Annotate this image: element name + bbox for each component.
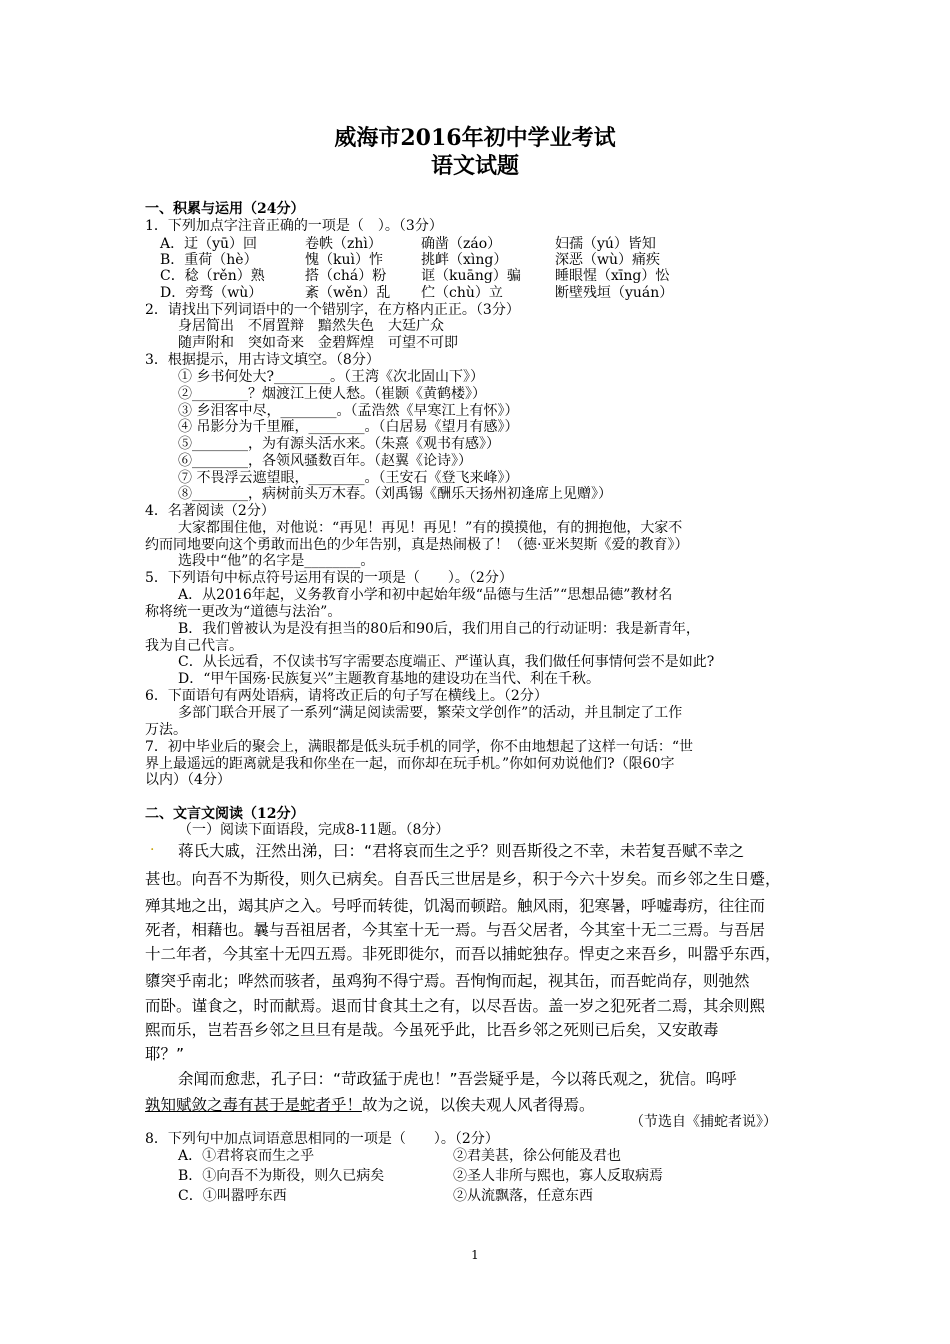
passage-line	[145, 1095, 595, 1115]
option-cell: 诓（kuāng）骗	[421, 268, 521, 284]
option-cell: A．迂（yū）回	[160, 236, 258, 252]
option-cell: 搭（chá）粉	[305, 268, 387, 284]
option-cell: 紊（wěn）乱	[305, 285, 391, 301]
fill-blank-item: ④ 吊影分为千里雁，________。（白居易《望月有感》）	[178, 419, 519, 435]
passage-line: 大家都围住他，对他说：“再见！再见！再见！”有的摸摸他，有的拥抱他，大家不	[178, 520, 683, 536]
option-cell: 妇孺（yú）皆知	[555, 236, 656, 252]
passage-line: 万法。	[145, 722, 187, 738]
source-note: （节选自《捕蛇者说》）	[630, 1114, 777, 1130]
option-cell: A．①君将哀而生之乎	[178, 1148, 315, 1164]
passage-line: 余闻而愈悲，孔子曰：“苛政猛于虎也！”吾尝疑乎是，今以蒋氏观之，犹信。呜呼	[178, 1070, 737, 1088]
question-stem: 4．名著阅读（2分）	[145, 503, 275, 519]
question-stem: 8．下列句中加点词语意思相同的一项是（ ）。（2分）	[145, 1131, 499, 1147]
passage-line: 甚也。向吾不为斯役，则久已病矣。自吾氏三世居是乡，积于今六十岁矣。而乡邻之生日蹙，	[145, 870, 781, 888]
question-stem: 3．根据提示，用古诗文填空。（8分）	[145, 352, 380, 368]
option-cell: 确凿（záo）	[421, 236, 502, 252]
passage-line: 蒋氏大戚，汪然出涕，曰：“君将哀而生之乎？则吾斯役之不幸，未若复吾赋不幸之	[178, 842, 745, 860]
option-line: B．我们曾被认为是没有担当的80后和90后，我们用自己的行动证明：我是新青年，	[178, 621, 700, 637]
passage-line: 死者，相藉也。曩与吾祖居者，今其室十无一焉。与吾父居者，今其室十无二三焉。与吾居	[145, 921, 766, 939]
option-line: C．从长远看，不仅读书写字需要态度端正、严谨认真，我们做任何事情何尝不是如此?	[178, 654, 715, 670]
fill-blank-item: ① 乡书何处大?________。（王湾《次北固山下》）	[178, 369, 484, 385]
page-number: 1	[471, 1248, 479, 1262]
question-stem: 5．下列语句中标点符号运用有误的一项是（ ）。（2分）	[145, 570, 513, 586]
question-stem: 2．请找出下列词语中的一个错别字，在方格内正正。（3分）	[145, 302, 520, 318]
option-cell: 挑衅（xìng）	[421, 252, 508, 268]
passage-line: 十二年者，今其室十无四五焉。非死即徙尔，而吾以捕蛇独存。悍吏之来吾乡，叫嚣乎东西，	[145, 945, 781, 963]
option-cell: 卷帙（zhì）	[305, 236, 382, 252]
underlined-sentence: 孰知赋敛之毒有甚于是蛇者乎！	[145, 1096, 363, 1114]
passage-line: 殚其地之出，竭其庐之入。号呼而转徙，饥渴而顿踣。触风雨，犯寒暑，呼嘘毒疠，往往而	[145, 897, 766, 915]
option-cell: ②从流飘落，任意东西	[453, 1188, 593, 1204]
passage-line: 选段中“他”的名字是________。	[178, 553, 375, 569]
sub-heading: （一）阅读下面语段，完成8-11题。（8分）	[178, 822, 450, 838]
question-stem: 1．下列加点字注音正确的一项是（ ）。（3分）	[145, 218, 443, 234]
option-line: 我为自己代言。	[145, 638, 243, 654]
bullet-mark: ·	[150, 842, 155, 858]
fill-blank-item: ②________？烟渡江上使人愁。（崔颢《黄鹤楼》）	[178, 386, 486, 402]
fill-blank-item: ⑧________，病树前头万木春。（刘禹锡《酬乐天扬州初逢席上见赠》）	[178, 486, 612, 502]
passage-line: 隳突乎南北；哗然而骇者，虽鸡狗不得宁焉。吾恂恂而起，视其缶，而吾蛇尚存，则弛然	[145, 972, 750, 990]
option-cell: ②君美甚，徐公何能及君也	[453, 1148, 621, 1164]
passage-line: 多部门联合开展了一系列“满足阅读需要，繁荣文学创作”的活动，并且制定了工作	[178, 705, 683, 721]
option-cell: C．①叫嚣呼东西	[178, 1188, 287, 1204]
question-stem: 7．初中毕业后的聚会上，满眼都是低头玩手机的同学，你不由地想起了这样一句话：“世	[145, 739, 694, 755]
option-cell: B．①向吾不为斯役，则久已病矣	[178, 1168, 385, 1184]
word-list: 随声附和 突如奇来 金碧辉煌 可望不可即	[178, 335, 458, 351]
question-stem: 以内）（4分）	[145, 772, 231, 788]
page-title: 威海市2016年初中学业考试	[334, 125, 616, 151]
passage-line: 而卧。谨食之，时而献焉。退而甘食其土之有，以尽吾齿。盖一岁之犯死者二焉，其余则熙	[145, 997, 766, 1015]
passage-line: 约而同地要向这个勇敢而出色的少年告别，真是热闹极了！（德·亚米契斯《爱的教育》）	[145, 537, 689, 553]
option-cell: 断壁残垣（yuán）	[555, 285, 674, 301]
option-cell: ②圣人非所与熙也，寡人反取病焉	[453, 1168, 663, 1184]
section-heading: 二、文言文阅读（12分）	[145, 806, 305, 822]
option-cell: B．重荷（hè）	[160, 252, 258, 268]
word-list: 身居简出 不屑置辩 黯然失色 大廷广众	[178, 318, 444, 334]
fill-blank-item: ⑤________，为有源头活水来。（朱熹《观书有感》）	[178, 436, 500, 452]
fill-blank-item: ③ 乡泪客中尽，________。（孟浩然《早寒江上有怀》）	[178, 403, 519, 419]
option-line: A．从2016年起，义务教育小学和初中起始年级“品德与生活”“思想品德”教材名	[178, 587, 673, 603]
option-cell: D．旁骛（wù）	[160, 285, 263, 301]
option-cell: 睡眼惺（xīng）忪	[555, 268, 670, 284]
option-cell: 深恶（wù）痛疾	[555, 252, 660, 268]
page-subtitle: 语文试题	[430, 153, 519, 179]
option-cell: C．稔（rěn）熟	[160, 268, 265, 284]
passage-text: 故为之说，以俟夫观人风者得焉。	[362, 1096, 595, 1114]
passage-line: 耶？”	[145, 1045, 185, 1063]
fill-blank-item: ⑥________，各领风骚数百年。（赵翼《论诗》）	[178, 453, 472, 469]
passage-line: 熙而乐，岂若吾乡邻之旦旦有是哉。今虽死乎此，比吾乡邻之死则已后矣，又安敢毒	[145, 1021, 719, 1039]
fill-blank-item: ⑦ 不畏浮云遮望眼，________。（王安石《登飞来峰》）	[178, 470, 519, 486]
option-line: 称将统一更改为“道德与法治”。	[145, 604, 342, 620]
section-heading: 一、积累与运用（24分）	[145, 201, 305, 217]
question-stem: 6．下面语句有两处语病，请将改正后的句子写在横线上。（2分）	[145, 688, 548, 704]
option-cell: 愧（kuì）怍	[305, 252, 383, 268]
question-stem: 界上最遥远的距离就是我和你坐在一起，而你却在玩手机。”你如何劝说他们?（限60字	[145, 756, 675, 772]
option-line: D．“甲午国殇·民族复兴”主题教育基地的建设功在当代、利在千秋。	[178, 671, 600, 687]
option-cell: 伫（chù）立	[421, 285, 503, 301]
